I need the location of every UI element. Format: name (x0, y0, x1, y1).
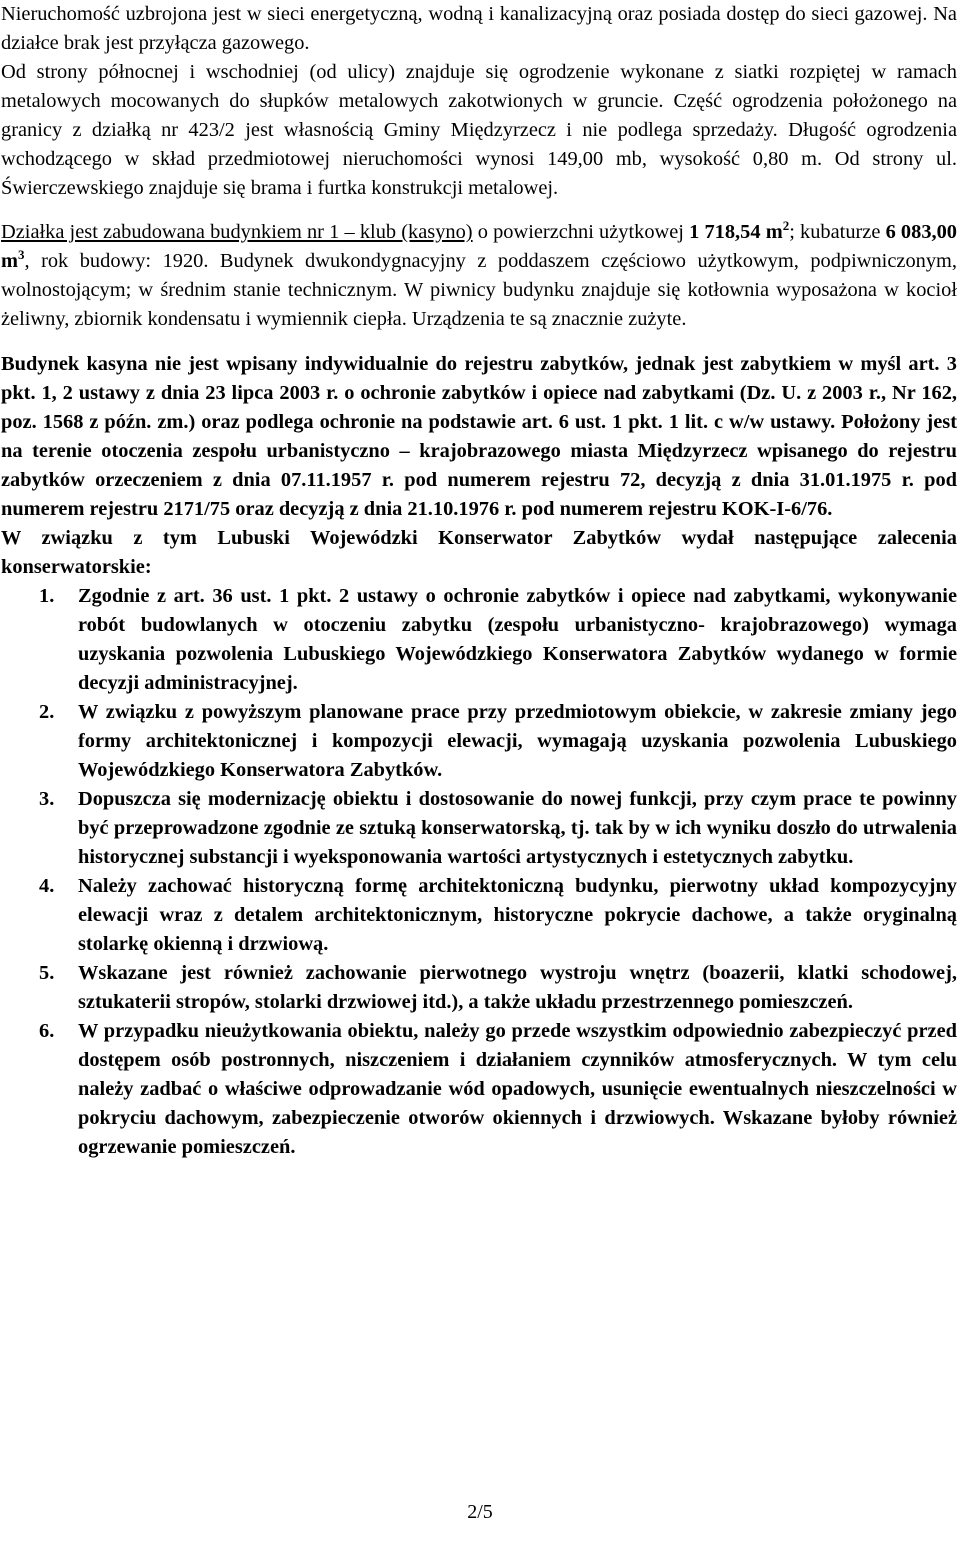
recommendation-text: Dopuszcza się modernizację obiektu i dostosowanie do nowej funkcji, przy czym prace te powinny być przeprowadzone zgodnie ze sztuką konserwatorską, tj. tak by w ich wyniku doszło do utrwalenia historycznej substancji i wyeksponowania wartości artystycznych i estetycznych zabytku. (78, 788, 957, 868)
recommendation-item (1, 872, 957, 959)
recommendation-text: W związku z powyższym planowane prace przy przedmiotowym obiekcie, w zakresie zmiany jego formy architektonicznej i kompozycji elewacji, wymagają uzyskania pozwolenia Lubuskiego Wojewódzkiego Konserwatora Zabytków. (78, 701, 957, 781)
volume-label: ; kubaturze (789, 221, 886, 243)
recommendation-number: 6. (39, 1020, 55, 1042)
recommendation-text: Należy zachować historyczną formę architektoniczną budynku, pierwotny układ kompozycyjny elewacji wraz z detalem architektonicznym, historyczne pokrycie dachowe, a także oryginalną stolarkę okienną i drzwiową. (78, 875, 957, 955)
recommendation-item (1, 785, 957, 872)
recommendation-text: W przypadku nieużytkowania obiektu, należy go przede wszystkim odpowiednio zabezpieczyć przed dostępem osób postronnych, niszczeniem i działaniem czynników atmosferycznych. W tym celu należy zadbać o właściwe odprowadzanie wód opadowych, usunięcie ewentualnych nieszczelności w pokryciu dachowym, zabezpieczenie otworów okiennych i drzwiowych. Wskazane byłoby również ogrzewanie pomieszczeń. (78, 1020, 957, 1158)
page-number: 2/5 (467, 1501, 493, 1523)
recommendation-text: Zgodnie z art. 36 ust. 1 pkt. 2 ustawy o ochronie zabytków i opiece nad zabytkami, wykonywanie robót budowlanych w otoczeniu zabytku (zespołu urbanistyczno- krajobrazowego) wymaga uzyskania pozwolenia Lubuskiego Wojewódzkiego Konserwatora Zabytków wydanego w formie decyzji administracyjnej. (78, 585, 957, 694)
recommendation-number: 4. (39, 875, 55, 897)
utilities-paragraph: Nieruchomość uzbrojona jest w sieci energetyczną, wodną i kanalizacyjną oraz posiada dostęp do sieci gazowej. Na działce brak jest przyłącza gazowego. (1, 3, 957, 54)
recommendation-item (1, 698, 957, 785)
building-intro: Działka jest zabudowana budynkiem nr 1 – klub (kasyno) (1, 221, 473, 243)
area-label: o powierzchni użytkowej (472, 221, 690, 243)
document-body (1, 0, 957, 1162)
fence-paragraph: Od strony północnej i wschodniej (od ulicy) znajduje się ogrodzenie wykonane z siatki rozpiętej w ramach metalowych mocowanych do słupków metalowych zakotwionych w gruncie. Część ogrodzenia położonego na granicy z działką nr 423/2 jest własnością Gminy Międzyrzecz i nie podlega sprzedaży. Długość ogrodzenia wchodzącego w skład przedmiotowej nieruchomości wynosi 149,00 mb, wysokość 0,80 m. Od strony ul. Świerczewskiego znajduje się brama i furtka konstrukcji metalowej. (1, 61, 957, 199)
recommendations-list (1, 582, 957, 1162)
area-exponent: 2 (782, 218, 790, 234)
area-value: 1 718,54 m (689, 221, 783, 243)
building-description: , rok budowy: 1920. Budynek dwukondygnacyjny z poddaszem częściowo użytkowym, podpiwniczonym, wolnostojącym; w średnim stanie technicznym. W piwnicy budynku znajduje się kotłownia wyposażona w kocioł żeliwny, zbiornik kondensatu i wymiennik ciepła. Urządzenia te są znacznie zużyte. (1, 250, 957, 330)
building-paragraph (1, 218, 957, 334)
recommendation-text: Wskazane jest również zachowanie pierwotnego wystroju wnętrz (boazerii, klatki schodowej, sztukaterii stropów, stolarki drzwiowej itd.), a także układu przestrzennego pomieszczeń. (78, 962, 957, 1013)
heritage-status-paragraph: Budynek kasyna nie jest wpisany indywidualnie do rejestru zabytków, jednak jest zabytkiem w myśl art. 3 pkt. 1, 2 ustawy z dnia 23 lipca 2003 r. o ochronie zabytków i opiece nad zabytkami (Dz. U. z 2003 r., Nr 162, poz. 1568 z późn. zm.) oraz podlega ochronie na podstawie art. 6 ust. 1 pkt. 1 lit. c w/w ustawy. Położony jest na terenie otoczenia zespołu urbanistyczno – krajobrazowego miasta Międzyrzecz wpisanego do rejestru zabytków orzeczeniem z dnia 07.11.1957 r. pod numerem rejestru 72, decyzją z dnia 31.01.1975 r. pod numerem rejestru 2171/75 oraz decyzją z dnia 21.10.1976 r. pod numerem rejestru KOK-I-6/76. (1, 353, 957, 520)
recommendation-number: 3. (39, 788, 55, 810)
recommendation-number: 2. (39, 701, 55, 723)
volume-value: 6 083,00 m (1, 221, 958, 272)
recommendation-item (1, 959, 957, 1017)
recommendation-number: 5. (39, 962, 55, 984)
volume-exponent: 3 (18, 247, 25, 263)
recommendation-item (1, 582, 957, 698)
recommendation-number: 1. (39, 585, 55, 607)
recommendations-intro: W związku z tym Lubuski Wojewódzki Konserwator Zabytków wydał następujące zalecenia konserwatorskie: (1, 527, 957, 578)
recommendation-item (1, 1017, 957, 1162)
